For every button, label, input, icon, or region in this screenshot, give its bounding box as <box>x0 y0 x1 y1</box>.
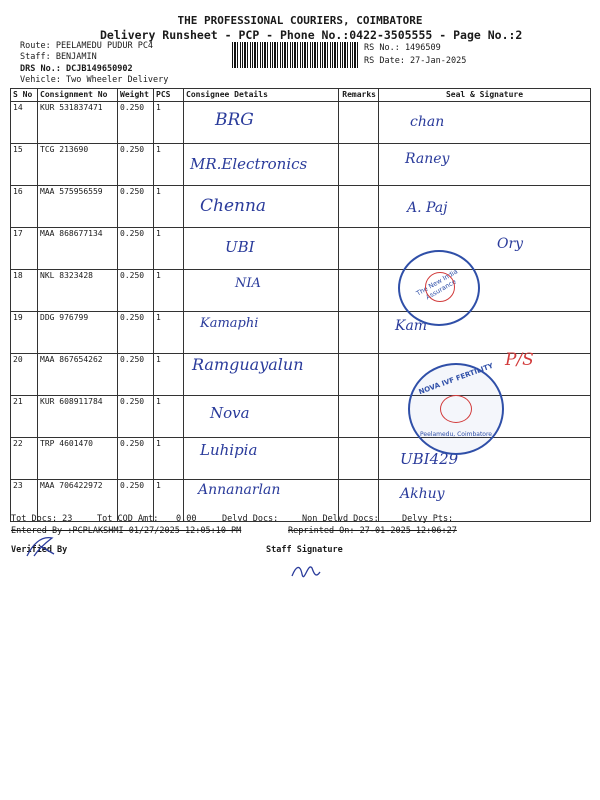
receiver-signature: Ory <box>497 236 524 252</box>
handwritten-consignee: Chenna <box>200 196 267 216</box>
row-weight: 0.250 <box>118 102 154 144</box>
receiver-signature: Raney <box>405 151 450 167</box>
col-consignee: Consignee Details <box>184 89 339 102</box>
rs-date: RS Date: 27-Jan-2025 <box>364 56 467 66</box>
row-weight: 0.250 <box>118 312 154 354</box>
row-weight: 0.250 <box>118 270 154 312</box>
row-pcs: 1 <box>154 186 184 228</box>
col-pcs: PCS <box>154 89 184 102</box>
row-pcs: 1 <box>154 438 184 480</box>
row-consignment: DDG 976799 <box>38 312 118 354</box>
delivery-points: Delvy Pts: <box>402 514 454 524</box>
delivered-docs: Delvd Docs: <box>222 514 279 524</box>
table-row <box>11 102 591 144</box>
receiver-signature: A. Paj <box>407 200 448 216</box>
company-stamp <box>398 250 480 326</box>
table-row <box>11 270 591 312</box>
receiver-signature: UBI429 <box>400 450 459 468</box>
row-pcs: 1 <box>154 102 184 144</box>
receiver-signature: chan <box>410 114 445 130</box>
col-weight: Weight <box>118 89 154 102</box>
receiver-signature: Akhuy <box>400 486 445 502</box>
table-row <box>11 312 591 354</box>
handwritten-consignee: BRG <box>215 110 254 130</box>
stamp-text: Peelamedu, Coimbatore <box>420 431 492 438</box>
row-consignment: MAA 867654262 <box>38 354 118 396</box>
route-label: Route: PEELAMEDU PUDUR PC4 <box>20 41 154 51</box>
row-pcs: 1 <box>154 144 184 186</box>
row-sno: 19 <box>11 312 38 354</box>
verifier-signature <box>22 532 62 560</box>
handwritten-consignee: MR.Electronics <box>190 155 308 173</box>
runsheet-table <box>10 88 591 522</box>
staff-signature-label: Staff Signature <box>266 545 343 555</box>
table-row <box>11 438 591 480</box>
company-title: THE PROFESSIONAL COURIERS, COIMBATORE <box>177 14 423 27</box>
row-consignment: MAA 868677134 <box>38 228 118 270</box>
vehicle-label: Vehicle: Two Wheeler Delivery <box>20 75 169 85</box>
handwritten-consignee: Kamaphi <box>200 316 259 331</box>
row-sno: 20 <box>11 354 38 396</box>
row-consignment: MAA 706422972 <box>38 480 118 522</box>
company-stamp <box>408 363 504 455</box>
row-weight: 0.250 <box>118 438 154 480</box>
row-pcs: 1 <box>154 354 184 396</box>
entered-by: Entered By :PCPLAKSHMI 01/27/2025 12:05:10 PM <box>11 526 242 536</box>
total-cod-value: 0.00 <box>176 514 197 524</box>
row-sno: 21 <box>11 396 38 438</box>
col-sno: S No <box>11 89 38 102</box>
row-sno: 15 <box>11 144 38 186</box>
row-weight: 0.250 <box>118 396 154 438</box>
row-pcs: 1 <box>154 480 184 522</box>
row-consignment: NKL 8323428 <box>38 270 118 312</box>
handwritten-consignee: Nova <box>210 404 250 422</box>
row-weight: 0.250 <box>118 186 154 228</box>
drs-number: DRS No.: DCJB149650902 <box>20 64 133 74</box>
row-consignment: TRP 4601470 <box>38 438 118 480</box>
row-consignment: KUR 531837471 <box>38 102 118 144</box>
col-seal-signature: Seal & Signature <box>379 89 591 102</box>
handwritten-consignee: UBI <box>225 238 255 256</box>
row-sno: 23 <box>11 480 38 522</box>
barcode-image <box>232 42 360 68</box>
runsheet-subtitle: Delivery Runsheet - PCP - Phone No.:0422-3505555 - Page No.:2 <box>100 28 523 42</box>
staff-label: Staff: BENJAMIN <box>20 52 97 62</box>
row-weight: 0.250 <box>118 228 154 270</box>
row-pcs: 1 <box>154 228 184 270</box>
handwritten-consignee: Ramguayalun <box>192 355 304 374</box>
stamp-text: NOVA IVF FERTILITY <box>417 361 495 397</box>
table-row <box>11 186 591 228</box>
row-sno: 22 <box>11 438 38 480</box>
row-consignment: KUR 608911784 <box>38 396 118 438</box>
row-weight: 0.250 <box>118 144 154 186</box>
row-consignment: TCG 213690 <box>38 144 118 186</box>
rs-number: RS No.: 1496509 <box>364 43 441 53</box>
row-weight: 0.250 <box>118 354 154 396</box>
total-docs: Tot Docs: 23 <box>11 514 73 524</box>
col-consignment: Consignment No <box>38 89 118 102</box>
total-cod-label: Tot COD Amt: <box>97 514 159 524</box>
handwritten-consignee: Luhipia <box>200 441 258 459</box>
table-header <box>11 89 591 102</box>
row-sno: 18 <box>11 270 38 312</box>
col-remarks: Remarks <box>339 89 379 102</box>
row-weight: 0.250 <box>118 480 154 522</box>
verified-by-label: Verified By <box>11 545 68 555</box>
row-pcs: 1 <box>154 270 184 312</box>
non-delivered-docs: Non Delvd Docs: <box>302 514 379 524</box>
staff-signature <box>286 556 326 586</box>
handwritten-consignee: NIA <box>235 276 261 291</box>
row-pcs: 1 <box>154 312 184 354</box>
reprinted-on: Reprinted On: 27-01-2025 12:06:27 <box>288 526 457 536</box>
stamp-text: The New India Assurance <box>414 267 460 302</box>
receiver-signature: P/S <box>505 350 534 370</box>
row-sno: 17 <box>11 228 38 270</box>
row-pcs: 1 <box>154 396 184 438</box>
handwritten-consignee: Annanarlan <box>198 482 281 498</box>
receiver-signature: Kam <box>395 318 428 334</box>
row-consignment: MAA 575956559 <box>38 186 118 228</box>
row-sno: 16 <box>11 186 38 228</box>
row-sno: 14 <box>11 102 38 144</box>
